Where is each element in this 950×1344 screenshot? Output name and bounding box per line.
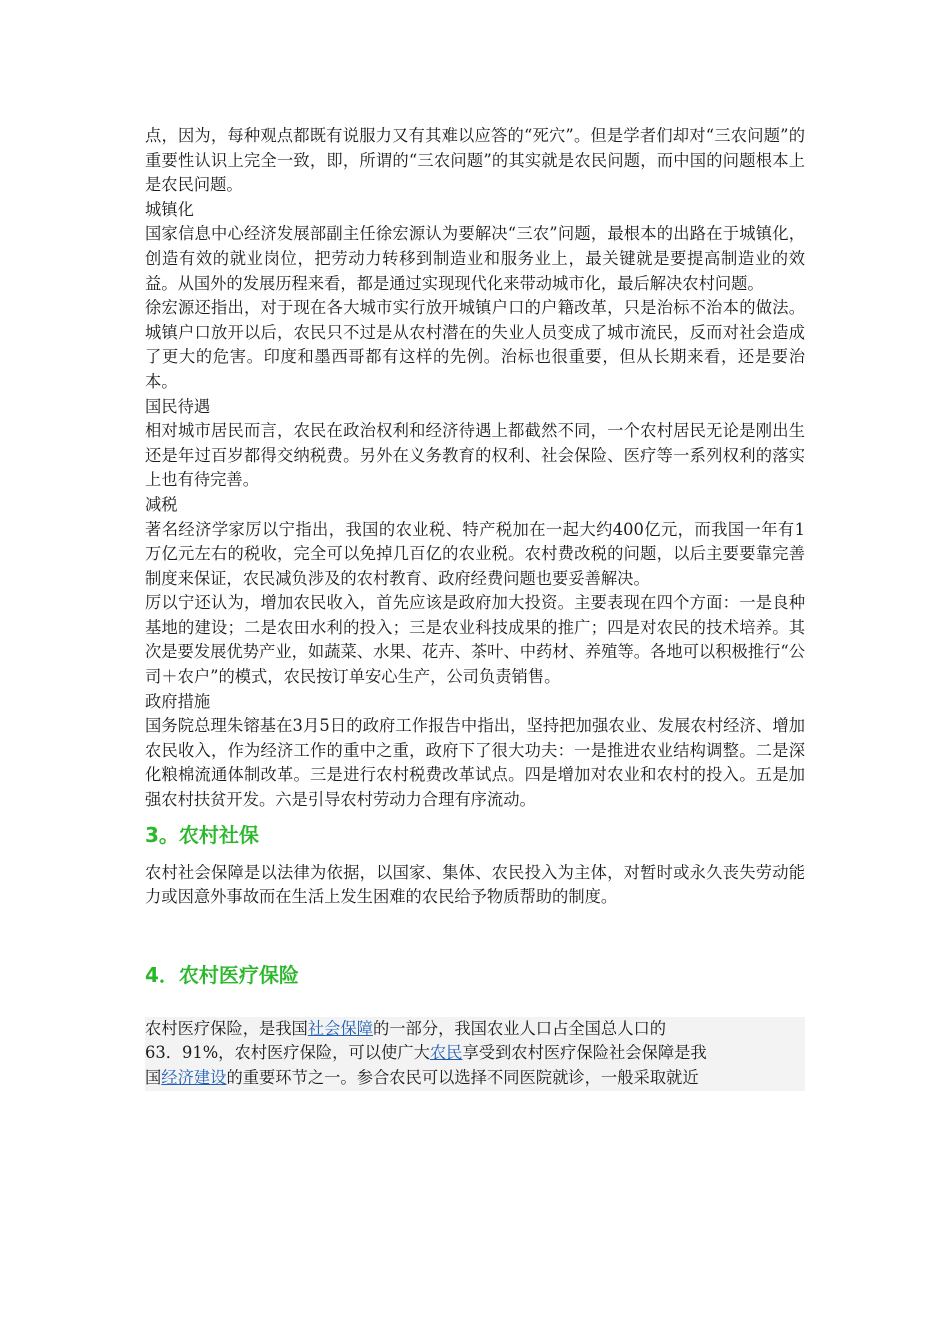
- paragraph: 国家信息中心经济发展部副主任徐宏源认为要解决“三农”问题，最根本的出路在于城镇化，创造有效的就业岗位，把劳动力转移到制造业和服务业上，最关键就是要提高制造业的效益。从国外的发展历程来看，都是通过实现现代化来带动城市化，最后解决农村问题。: [145, 224, 805, 293]
- paragraph: 点，因为，每种观点都既有说服力又有其难以应答的“死穴”。但是学者们却对“三农问题”的重要性认识上完全一致，即，所谓的“三农问题”的其实就是农民问题，而中国的问题根本上是农民问题。: [145, 126, 805, 195]
- paragraph: 国务院总理朱镕基在3月5日的政府工作报告中指出，坚持把加强农业、发展农村经济、增加农民收入，作为经济工作的重中之重，政府下了很大功夫：一是推进农业结构调整。二是深化粮棉流通体制改革。三是进行农村税费改革试点。四是增加对农业和农村的投入。五是加强农村扶贫开发。六是引导农村劳动力合理有序流动。: [145, 716, 805, 810]
- line-1-text-b: 的一部分，我国农业人口占全国总人口的: [372, 1018, 667, 1038]
- paragraph: 著名经济学家厉以宁指出，我国的农业税、特产税加在一起大约400亿元，而我国一年有1万亿元左右的税收，完全可以免掉几百亿的农业税。农村费改税的问题，以后主要要靠完善制度来保证，农民减负涉及的农村教育、政府经费问题也要妥善解决。: [145, 519, 805, 588]
- subheading: 政府措施: [145, 691, 211, 711]
- section-3-paragraph: 农村社会保障是以法律为依据，以国家、集体、农民投入为主体，对暂时或永久丧失劳动能力或因意外事故而在生活上发生困难的农民给予物质帮助的制度。: [145, 862, 805, 907]
- subheading: 减税: [145, 494, 178, 514]
- line-3-text-b: 的重要环节之一。参合农民可以选择不同医院就诊，一般采取就近: [226, 1068, 699, 1087]
- section-4-line-2: [145, 1041, 805, 1066]
- section-4-line-3: [145, 1066, 805, 1091]
- line-2-text-a: 63．91%，农村医疗保险，可以使广大: [145, 1043, 430, 1063]
- paragraph: 徐宏源还指出，对于现在各大城市实行放开城镇户口的户籍改革，只是治标不治本的做法。城镇户口放开以后，农民只不过是从农村潜在的失业人员变成了城市流民，反而对社会造成了更大的危害。印度和墨西哥都有这样的先例。治标也很重要，但从长期来看，还是要治本。: [145, 298, 805, 391]
- line-2-text-b: 享受到农村医疗保险社会保障是我: [462, 1043, 707, 1063]
- paragraph: 相对城市居民而言，农民在政治权利和经济待遇上都截然不同，一个农村居民无论是刚出生还是年过百岁都得交纳税费。另外在义务教育的权利、社会保险、医疗等一系列权利的落实上也有待完善。: [145, 421, 805, 490]
- section-2-text: [145, 124, 805, 813]
- subheading: 城镇化: [145, 199, 194, 219]
- subheading: 国民待遇: [145, 396, 211, 416]
- section-4-paragraph: [145, 1017, 805, 1091]
- line-1-text-a: 农村医疗保险，是我国: [145, 1018, 308, 1038]
- economic-construction-link[interactable]: 经济建设: [161, 1068, 227, 1087]
- farmers-link[interactable]: 农民: [429, 1043, 463, 1063]
- section-3-heading: 3。农村社保: [145, 822, 259, 847]
- paragraph: 厉以宁还认为，增加农民收入，首先应该是政府加大投资。主要表现在四个方面：一是良种基地的建设；二是农田水利的投入；三是农业科技成果的推广；四是对农民的技术培养。其次是要发展优势产业，如蔬菜、水果、花卉、茶叶、中药材、养殖等。各地可以积极推行“公司＋农户”的模式，农民按订单安心生产，公司负责销售。: [145, 593, 805, 687]
- social-security-link[interactable]: 社会保障: [307, 1018, 373, 1038]
- section-4-line-1: [145, 1017, 805, 1042]
- section-4-heading: 4．农村医疗保险: [145, 962, 299, 987]
- document-body: [145, 124, 805, 1091]
- line-3-text-a: 国: [145, 1068, 162, 1087]
